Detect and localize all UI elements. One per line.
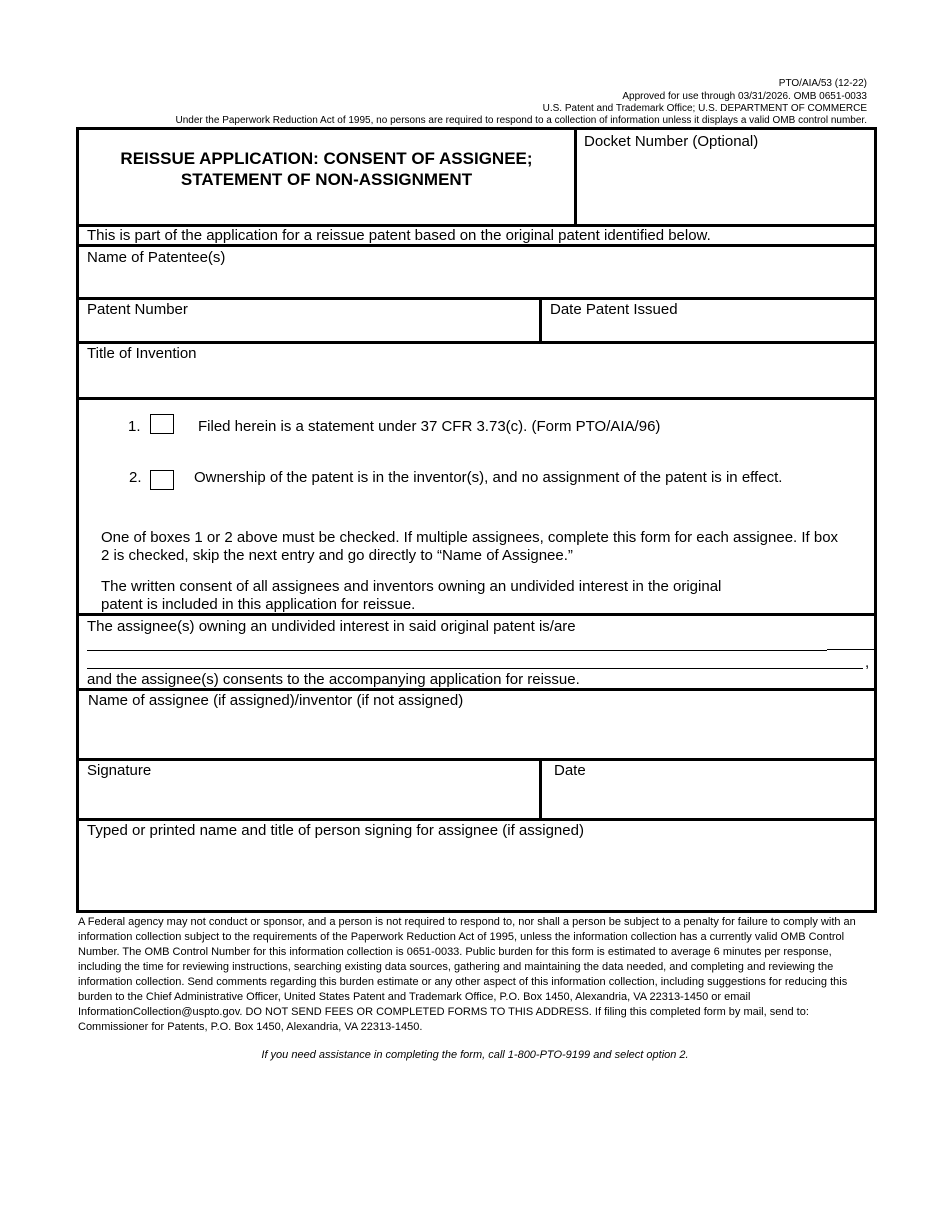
approval-notice: Approved for use through 03/31/2026. OMB 0651-0033 [622,91,867,102]
paperwork-notice: Under the Paperwork Reduction Act of 1995, no persons are required to respond to a collection of information unless it displays a valid OMB control number. [175,115,867,126]
name-assignee-label: Name of assignee (if assigned)/inventor (if not assigned) [88,692,464,709]
date-field[interactable] [545,782,873,816]
docket-number-field[interactable] [579,154,874,224]
title-invention-field[interactable] [83,365,873,395]
instructions-text: One of boxes 1 or 2 above must be checked. If multiple assignees, complete this form for each assignee. If box 2 is checked, skip the next entry and go directly to “Name of Assignee.” [101,529,839,564]
form-id: PTO/AIA/53 (12-22) [778,78,867,89]
agency-name: U.S. Patent and Trademark Office; U.S. DEPARTMENT OF COMMERCE [542,103,867,114]
patentee-label: Name of Patentee(s) [87,249,226,266]
patent-number-field[interactable] [83,320,533,340]
typed-name-field[interactable] [83,842,873,908]
form-title-line2: STATEMENT OF NON-ASSIGNMENT [180,170,473,189]
typed-name-label: Typed or printed name and title of person signing for assignee (if assigned) [87,822,584,839]
comma: , [865,654,870,671]
form-title-line1: REISSUE APPLICATION: CONSENT OF ASSIGNEE; [120,149,533,168]
assignee-consents-text: and the assignee(s) consents to the accompanying application for reissue. [87,671,580,688]
assignee-owning-label: The assignee(s) owning an undivided interest in said original patent is/are [87,618,576,635]
help-text: If you need assistance in completing the form, call 1-800-PTO-9199 and select option 2. [261,1049,689,1061]
name-assignee-field[interactable] [83,712,873,756]
docket-number-label: Docket Number (Optional) [584,133,759,150]
title-invention-label: Title of Invention [87,345,197,362]
consent-statement: The written consent of all assignees and inventors owning an undivided interest in the original patent is included in this application for reissue. [101,578,722,613]
patent-number-label: Patent Number [87,301,188,318]
option1-number: 1. [128,418,141,435]
assignee-owning-field[interactable] [85,638,875,668]
option2-checkbox[interactable] [150,470,174,490]
date-issued-field[interactable] [545,320,873,340]
intro-text: This is part of the application for a reissue patent based on the original patent identified below. [87,227,711,244]
option2-number: 2. [129,469,142,486]
burden-statement: A Federal agency may not conduct or sponsor, and a person is not required to respond to, nor shall a person be subject to a penalty for failure to comply with an information collection subject to the requirements of the Paperwork Reduction Act of 1995, unless the information collection has a currently valid OMB Control Number. The OMB Control Number for this information collection is 0651-0033. Public burden for this form is estimated to average 6 minutes per response, including the time for reviewing instructions, searching existing data sources, gathering and maintaining the data needed, and completing and reviewing the information collection. Send comments regarding this burden estimate or any other aspect of this information collection, including suggestions for reducing this burden to the Chief Administrative Officer, United States Patent and Trademark Office, P.O. Box 1450, Alexandria, VA 22313-1450 or email InformationCollection@uspto.gov. DO NOT SEND FEES OR COMPLETED FORMS TO THIS ADDRESS. If filing this completed form by mail, send to: Commissioner for Patents, P.O. Box 1450, Alexandria, VA 22313-1450. [78,916,856,1033]
option1-checkbox[interactable] [150,414,174,434]
reissue-form [76,127,877,913]
option2-text: Ownership of the patent is in the inventor(s), and no assignment of the patent is in effect. [194,469,783,486]
signature-label: Signature [87,762,152,779]
option1-text: Filed herein is a statement under 37 CFR 3.73(c). (Form PTO/AIA/96) [198,418,661,435]
patentee-field[interactable] [83,269,873,297]
date-issued-label: Date Patent Issued [550,301,678,318]
signature-field[interactable] [83,782,533,816]
date-label: Date [554,762,586,779]
